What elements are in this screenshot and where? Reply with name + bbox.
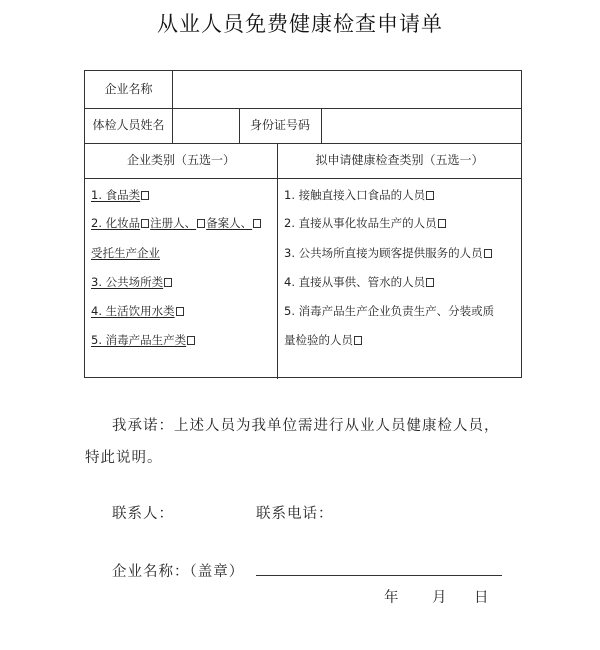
option-label: 1. 接触直接入口食品的人员 xyxy=(284,188,426,202)
checkbox[interactable] xyxy=(253,219,261,228)
option-label: 注册人、 xyxy=(150,216,197,230)
option-label: 备案人、 xyxy=(206,216,253,230)
checkbox[interactable] xyxy=(141,219,149,228)
company-name-label: 企业名称 xyxy=(104,82,153,96)
checkbox[interactable] xyxy=(164,278,172,287)
page-title: 从业人员免费健康检查申请单 xyxy=(157,12,443,36)
exam-category-public-service[interactable] xyxy=(284,245,493,261)
row-divider xyxy=(85,178,521,179)
contact-label: 联系人： xyxy=(112,506,174,522)
checkbox[interactable] xyxy=(187,336,195,345)
company-category-public-venue[interactable] xyxy=(91,274,173,290)
option-label: 5. 消毒产品生产类 xyxy=(91,333,187,347)
checkbox[interactable] xyxy=(354,336,362,345)
checkbox[interactable] xyxy=(438,219,446,228)
date-month-label: 月 xyxy=(432,590,448,606)
id-number-field[interactable] xyxy=(322,111,520,141)
exam-category-cosmetics[interactable] xyxy=(284,215,447,231)
checkbox[interactable] xyxy=(426,191,434,200)
company-category-food[interactable] xyxy=(91,187,150,203)
company-category-cosmetics-contract xyxy=(91,245,160,261)
id-number-label: 身份证号码 xyxy=(249,118,310,132)
option-label: 4. 生活饮用水类 xyxy=(91,304,175,318)
date-year-label: 年 xyxy=(384,590,400,606)
option-label: 1. 食品类 xyxy=(91,188,141,202)
company-category-header: 企业类别（五选一） xyxy=(126,153,235,167)
application-form-table xyxy=(84,70,522,378)
column-divider xyxy=(277,143,278,379)
checkbox[interactable] xyxy=(197,219,205,228)
company-category-drinking-water[interactable] xyxy=(91,303,185,319)
person-name-label: 体检人员姓名 xyxy=(92,118,165,132)
statement-line-2: 特此说明。 xyxy=(85,450,163,466)
company-category-disinfection[interactable] xyxy=(91,332,196,348)
exam-category-water-supply[interactable] xyxy=(284,274,435,290)
option-label: 受托生产企业 xyxy=(91,246,160,260)
option-label: 3. 公共场所类 xyxy=(91,275,164,289)
option-label: 4. 直接从事供、管水的人员 xyxy=(284,275,426,289)
row-divider xyxy=(85,143,521,144)
option-label: 2. 化妆品 xyxy=(91,216,141,230)
company-stamp-label: 企业名称：（盖章） xyxy=(112,564,245,580)
option-label: 5. 消毒产品生产企业负责生产、分装或质 xyxy=(284,304,495,318)
person-name-field[interactable] xyxy=(173,111,237,141)
option-label: 2. 直接从事化妆品生产的人员 xyxy=(284,216,437,230)
company-category-cosmetics xyxy=(91,215,262,231)
checkbox[interactable] xyxy=(176,307,184,316)
row-divider xyxy=(85,108,521,109)
checkbox[interactable] xyxy=(426,278,434,287)
exam-category-disinfection xyxy=(284,303,494,319)
option-label: 3. 公共场所直接为顾客提供服务的人员 xyxy=(284,246,483,260)
company-name-field[interactable] xyxy=(173,74,519,104)
option-label: 量检验的人员 xyxy=(284,333,353,347)
exam-category-header: 拟申请健康检查类别（五选一） xyxy=(315,153,484,167)
checkbox[interactable] xyxy=(484,249,492,258)
phone-label: 联系电话： xyxy=(256,506,334,522)
exam-category-disinfection-cont[interactable] xyxy=(284,332,363,348)
date-day-label: 日 xyxy=(474,590,490,606)
statement-line-1: 我承诺：上述人员为我单位需进行从业人员健康检人员， xyxy=(112,418,500,434)
exam-category-food-contact[interactable] xyxy=(284,187,435,203)
signature-line[interactable] xyxy=(256,575,502,576)
checkbox[interactable] xyxy=(141,191,149,200)
